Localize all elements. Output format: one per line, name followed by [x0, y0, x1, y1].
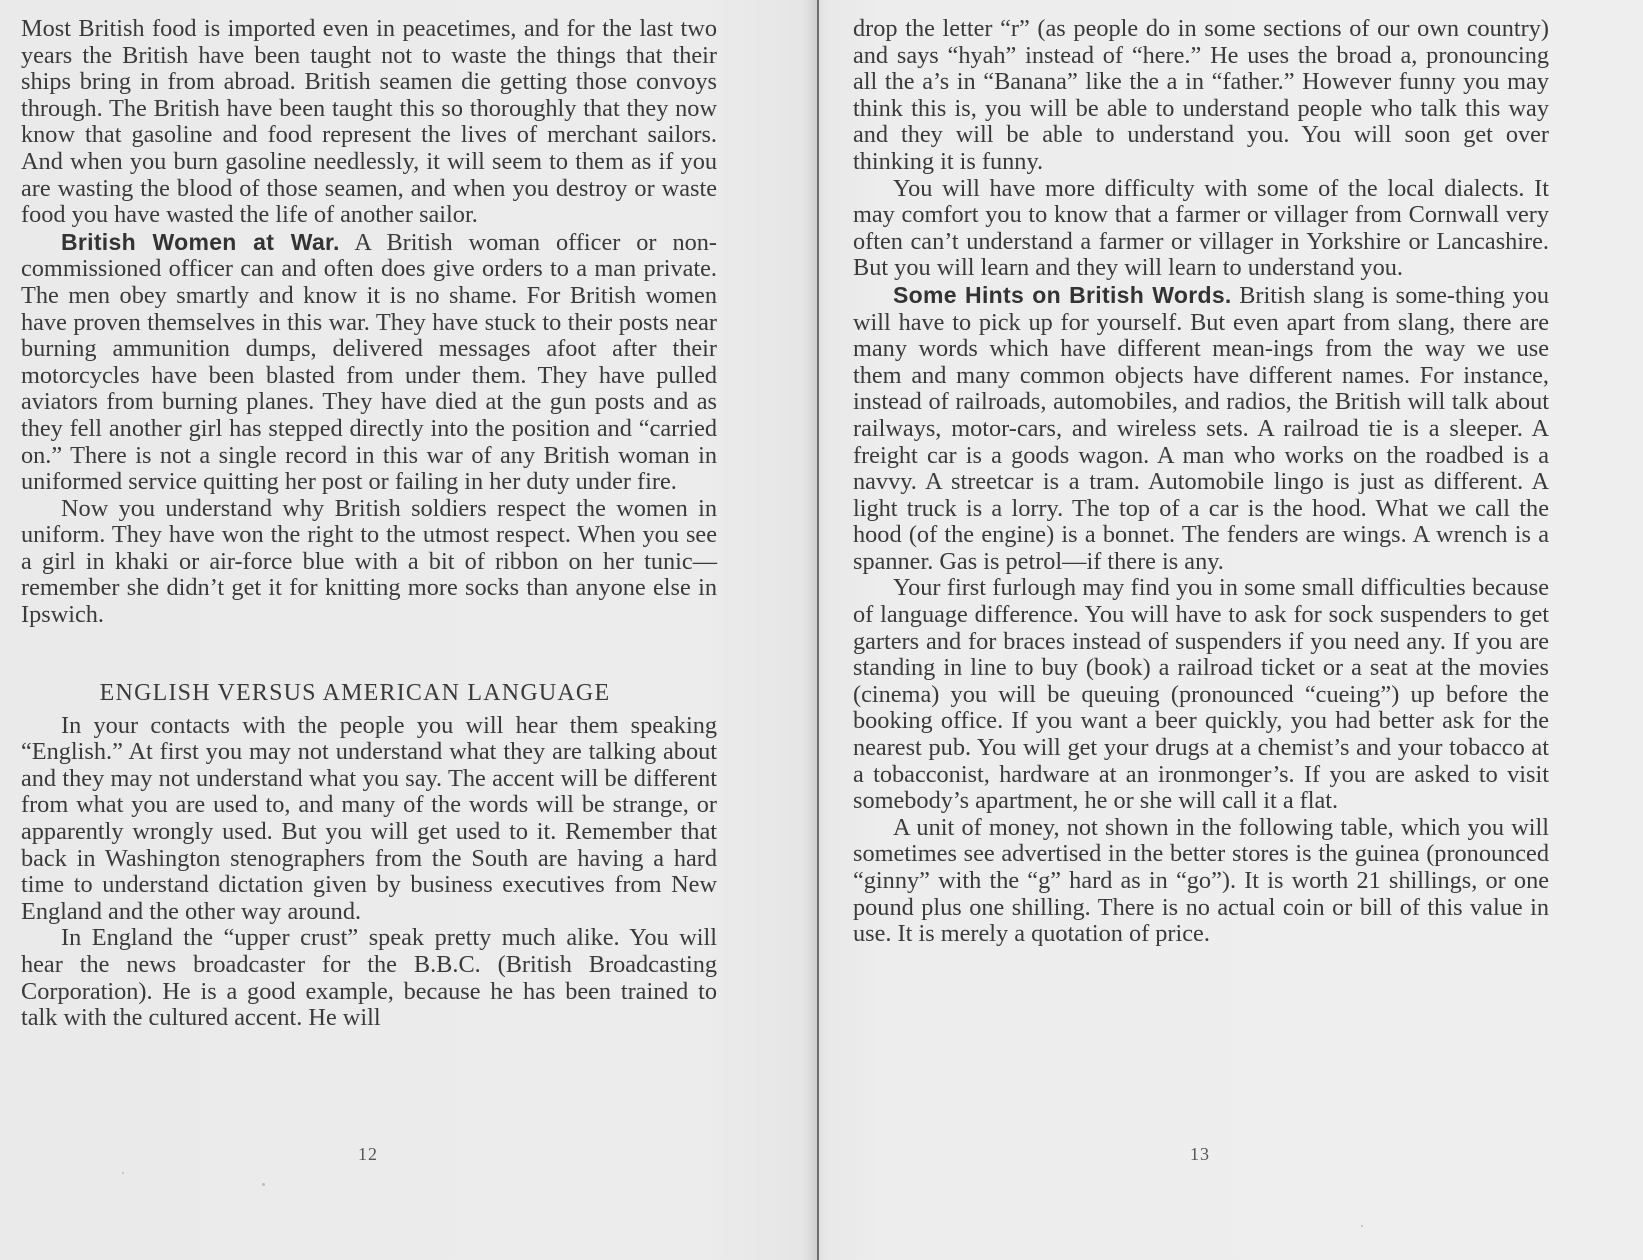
paragraph-text: Your first furlough may find you in some small difficulties because of language difference. You will have to ask for sock suspenders to get garters and for braces instead of suspenders if you need any. If you are standing in line to buy (book) a railroad ticket or a seat at the movies (cinema) you will be queuing (pronounced “cueing”) up before the booking office. If you want a beer quickly, you had better ask for the nearest pub. You will get your drugs at a chemist’s and your tobacco at a tobacconist, hardware at an ironmonger’s. If you are asked to visit somebody’s apartment, he or she will call it a flat. [853, 574, 1549, 815]
page-number-right: 13 [1190, 1144, 1210, 1164]
paragraph-continued-accent [853, 16, 1549, 176]
paragraph-local-dialects [853, 176, 1549, 282]
paragraph-british-women-at-war [21, 229, 717, 496]
paragraph-british-words [853, 282, 1549, 576]
paragraph-text: In your contacts with the people you will hear them speaking “English.” At first you may not understand what they are talking about and they may not understand what you say. The accent will be different from what you are used to, and many of the words will be strange, or apparently wrongly used. But you will get used to it. Remember that back in Washington stenographers from the South are having a hard time to understand dictation given by business executives from New England and the other way around. [21, 711, 717, 925]
paragraph-text: Now you understand why British soldiers respect the women in uniform. They have won the right to the utmost respect. When you see a girl in khaki or air-force blue with a bit of ribbon on her tunic—remember she didn’t get it for knitting more socks than anyone else in Ipswich. [21, 494, 717, 629]
paragraph-text: Most British food is imported even in peacetimes, and for the last two years the British have been taught not to waste the things that their ships bring in from abroad. British seamen die getting those convoys through. The British have been taught this so thoroughly that they now know that gasoline and food represent the lives of merchant sailors. And when you burn gasoline needlessly, it will seem to them as if you are wasting the blood of those seamen, and when you destroy or waste food you have wasted the life of another sailor. [21, 15, 717, 229]
right-page [853, 16, 1549, 948]
runin-heading: British Women at War. [61, 228, 340, 255]
paragraph-contacts [21, 713, 717, 926]
paragraph-text: A unit of money, not shown in the following table, which you will sometimes see advertised in the better stores is the guinea (pronounced “ginny” with the “g” hard as in “go”). It is worth 21 shillings, or one pound plus one shilling. There is no actual coin or bill of this value in use. It is merely a quotation of price. [853, 813, 1549, 948]
paragraph-text: In England the “upper crust” speak pretty much alike. You will hear the news broadcaster for the B.B.C. (British Broadcasting Corporation). He is a good example, because he has been trained to talk with the cultured accent. He will [21, 924, 717, 1032]
paper-speck [262, 1183, 265, 1186]
paragraph-text: British slang is some-thing you will have to pick up for yourself. But even apart from slang, there are many words which have different mean-ings from the way we use them and many common objects have different names. For instance, instead of railroads, automobiles, and radios, the British will talk about railways, motor-cars, and wireless sets. A railroad tie is a sleeper. A freight car is a goods wagon. A man who works on the roadbed is a navvy. A streetcar is a tram. Automobile lingo is just as different. A light truck is a lorry. The top of a car is the hood. What we call the hood (of the engine) is a bonnet. The fenders are wings. A wrench is a spanner. Gas is petrol—if there is any. [853, 281, 1549, 575]
spine-shadow [806, 0, 817, 1260]
paper-speck [1361, 1225, 1363, 1227]
paragraph-text: A British woman officer or non-commissioned officer can and often does give orders to a man private. The men obey smartly and know it is no shame. For British women have proven themselves in this war. They have stuck to their posts near burning ammunition dumps, delivered messages afoot after their motorcycles have been blasted from under them. They have pulled aviators from burning planes. They have died at the gun posts and as they fell another girl has stepped directly into the position and “carried on.” There is not a single record in this war of any British woman in uniformed service quitting her post or failing in her duty under fire. [21, 228, 717, 496]
paragraph-text: drop the letter “r” (as people do in some sections of our own country) and says “hyah” instead of “here.” He uses the broad a, pronouncing all the a’s in “Banana” like the a in “father.” However funny you may think this is, you will be able to understand people who talk this way and they will be able to understand you. You will soon get over thinking it is funny. [853, 15, 1549, 175]
paragraph-upper-crust [21, 925, 717, 1031]
paragraph-first-furlough [853, 575, 1549, 814]
paper-speck [122, 1172, 124, 1174]
paragraph-food-imports [21, 16, 717, 229]
runin-heading: Some Hints on British Words. [893, 281, 1232, 308]
page-number-left: 12 [358, 1144, 378, 1164]
left-page [21, 16, 717, 1032]
paragraph-respect-women [21, 496, 717, 629]
paragraph-text: You will have more difficulty with some of the local dialects. It may comfort you to know that a farmer or villager from Cornwall very often can’t understand a farmer or villager in Yorkshire or Lancashire. But you will learn and they will learn to understand you. [853, 174, 1549, 282]
book-spine [817, 0, 819, 1260]
paragraph-guinea [853, 815, 1549, 948]
section-heading: ENGLISH VERSUS AMERICAN LANGUAGE [99, 679, 611, 706]
